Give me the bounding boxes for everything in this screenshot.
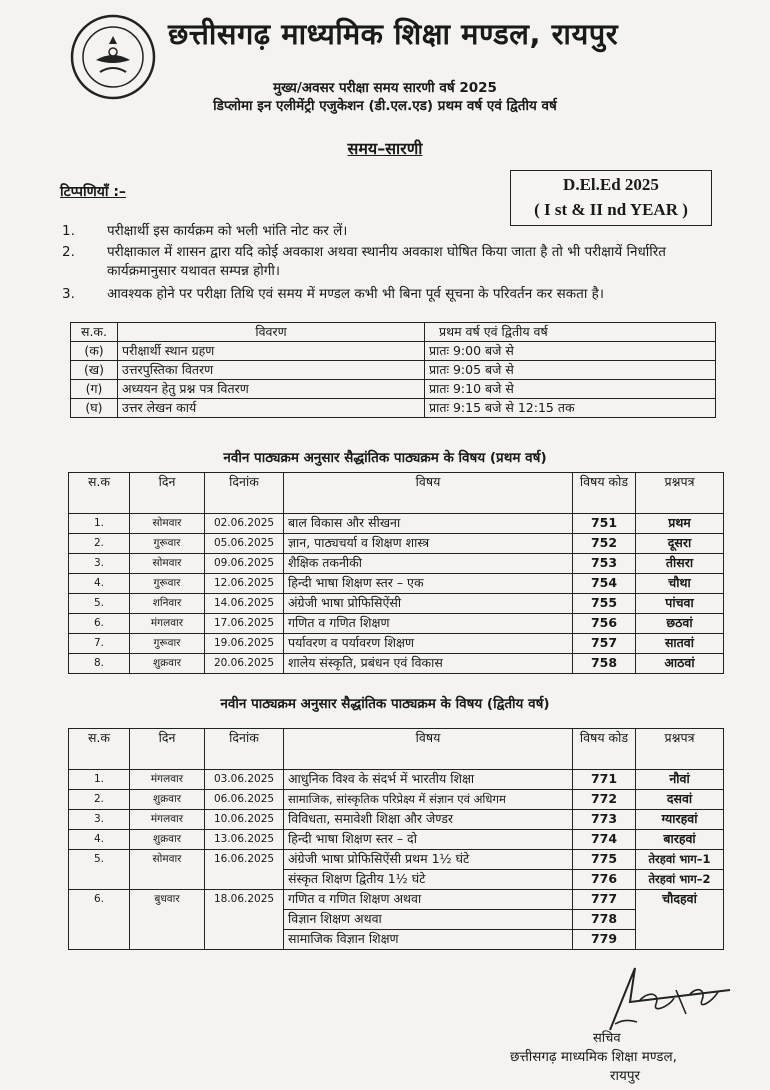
paper-cell: तेरहवां भाग–1 [636, 850, 724, 870]
subject-cell: आधुनिक विश्व के संदर्भ में भारतीय शिक्षा [284, 770, 573, 790]
serial-cell: 1. [69, 514, 130, 534]
notes-heading: टिप्पणियाँ :– [60, 184, 126, 200]
second-year-table [68, 728, 724, 950]
serial-cell: 6. [69, 890, 130, 950]
table-row [69, 614, 724, 634]
note-text: परीक्षार्थी इस कार्यक्रम को भली भांति नोट कर लें। [107, 223, 348, 239]
note-text: आवश्यक होने पर परीक्षा तिथि एवं समय में मण्डल कभी भी बिना पूर्व सूचना के परिवर्तन कर सकता है। [107, 286, 604, 302]
column-header: दिनांक [205, 473, 284, 514]
board-title: छत्तीसगढ़ माध्यमिक शिक्षा मण्डल, रायपुर [168, 17, 619, 51]
day-cell: शुक्रवार [130, 790, 205, 810]
subject-cell: ज्ञान, पाठ्यचर्या व शिक्षण शास्त्र [284, 534, 573, 554]
day-cell: गुरूवार [130, 534, 205, 554]
paper-cell: ग्यारहवां [636, 810, 724, 830]
date-cell: 17.06.2025 [205, 614, 284, 634]
column-header: स.क. [71, 323, 118, 342]
subject-cell: विविधता, समावेशी शिक्षा और जेण्डर [284, 810, 573, 830]
time-cell: प्रातः 9:15 बजे से 12:15 तक [425, 399, 716, 418]
subject-code-cell: 755 [573, 594, 636, 614]
subject-code-cell: 751 [573, 514, 636, 534]
serial-cell: 2. [69, 790, 130, 810]
subject-cell: संस्कृत शिक्षण द्वितीय 1½ घंटे [284, 870, 573, 890]
column-header: दिनांक [205, 729, 284, 770]
subject-code-cell: 771 [573, 770, 636, 790]
paper-cell: चौदहवां [636, 890, 724, 950]
serial-cell: 2. [69, 534, 130, 554]
deled-year-box [510, 170, 712, 226]
serial-cell: (घ) [71, 399, 118, 418]
column-header: प्रश्नपत्र [636, 473, 724, 514]
second-year-heading: नवीन पाठ्यक्रम अनुसार सैद्धांतिक पाठ्यक्रम के विषय (द्वितीय वर्ष) [220, 696, 550, 712]
table-header-row [69, 473, 724, 514]
subject-cell: बाल विकास और सीखना [284, 514, 573, 534]
serial-cell: (ग) [71, 380, 118, 399]
subject-code-cell: 777 [573, 890, 636, 910]
date-cell: 16.06.2025 [205, 850, 284, 890]
table-row [69, 850, 724, 870]
table-row [69, 810, 724, 830]
first-year-heading: नवीन पाठ्यक्रम अनुसार सैद्धांतिक पाठ्यक्रम के विषय (प्रथम वर्ष) [223, 450, 547, 466]
serial-cell: 6. [69, 614, 130, 634]
column-header: प्रश्नपत्र [636, 729, 724, 770]
table-row [69, 554, 724, 574]
day-cell: मंगलवार [130, 770, 205, 790]
paper-cell: तेरहवां भाग–2 [636, 870, 724, 890]
date-cell: 13.06.2025 [205, 830, 284, 850]
subject-cell: गणित व गणित शिक्षण [284, 614, 573, 634]
subject-code-cell: 752 [573, 534, 636, 554]
serial-cell: 8. [69, 654, 130, 674]
table-row [71, 380, 716, 399]
serial-cell: 4. [69, 830, 130, 850]
column-header: विषय कोड [573, 473, 636, 514]
serial-cell: 4. [69, 574, 130, 594]
first-year-table [68, 472, 724, 674]
column-header: स.क [69, 729, 130, 770]
column-header: दिन [130, 473, 205, 514]
deled-box-line2: ( I st & II nd YEAR ) [534, 200, 688, 219]
table-row [69, 770, 724, 790]
date-cell: 19.06.2025 [205, 634, 284, 654]
subject-cell: गणित व गणित शिक्षण अथवा [284, 890, 573, 910]
day-cell: मंगलवार [130, 614, 205, 634]
subject-code-cell: 779 [573, 930, 636, 950]
paper-cell: प्रथम [636, 514, 724, 534]
subject-code-cell: 756 [573, 614, 636, 634]
date-cell: 05.06.2025 [205, 534, 284, 554]
day-cell: सोमवार [130, 554, 205, 574]
paper-cell: पांचवा [636, 594, 724, 614]
course-subtitle: डिप्लोमा इन एलीमेंट्री एजुकेशन (डी.एल.एड) प्रथम वर्ष एवं द्वितीय वर्ष [213, 98, 557, 114]
subject-cell: शालेय संस्कृति, प्रबंधन एवं विकास [284, 654, 573, 674]
day-cell: शुक्रवार [130, 830, 205, 850]
note-number: 3. [62, 286, 75, 302]
table-row [71, 399, 716, 418]
subject-code-cell: 757 [573, 634, 636, 654]
description-cell: अध्ययन हेतु प्रश्न पत्र वितरण [118, 380, 425, 399]
column-header: विषय कोड [573, 729, 636, 770]
serial-cell: 5. [69, 850, 130, 890]
day-cell: शुक्रवार [130, 654, 205, 674]
subject-code-cell: 773 [573, 810, 636, 830]
paper-cell: बारहवां [636, 830, 724, 850]
description-cell: उत्तरपुस्तिका वितरण [118, 361, 425, 380]
paper-cell: दूसरा [636, 534, 724, 554]
table-row [71, 361, 716, 380]
subject-cell: हिन्दी भाषा शिक्षण स्तर – दो [284, 830, 573, 850]
table-row [69, 534, 724, 554]
column-header: दिन [130, 729, 205, 770]
date-cell: 09.06.2025 [205, 554, 284, 574]
time-cell: प्रातः 9:00 बजे से [425, 342, 716, 361]
subject-code-cell: 753 [573, 554, 636, 574]
paper-cell: चौथा [636, 574, 724, 594]
date-cell: 12.06.2025 [205, 574, 284, 594]
date-cell: 03.06.2025 [205, 770, 284, 790]
subject-code-cell: 772 [573, 790, 636, 810]
table-row [69, 830, 724, 850]
serial-cell: (ख) [71, 361, 118, 380]
table-row [69, 514, 724, 534]
table-row [69, 654, 724, 674]
time-cell: प्रातः 9:10 बजे से [425, 380, 716, 399]
column-header: विषय [284, 473, 573, 514]
day-cell: सोमवार [130, 514, 205, 534]
subject-cell: शैक्षिक तकनीकी [284, 554, 573, 574]
subject-code-cell: 774 [573, 830, 636, 850]
paper-cell: तीसरा [636, 554, 724, 574]
subject-cell: हिन्दी भाषा शिक्षण स्तर – एक [284, 574, 573, 594]
paper-cell: सातवां [636, 634, 724, 654]
table-row [69, 890, 724, 910]
date-cell: 18.06.2025 [205, 890, 284, 950]
subject-code-cell: 778 [573, 910, 636, 930]
serial-cell: 3. [69, 554, 130, 574]
paper-cell: दसवां [636, 790, 724, 810]
signatory-city: रायपुर [610, 1068, 641, 1084]
subject-cell: सामाजिक विज्ञान शिक्षण [284, 930, 573, 950]
day-cell: मंगलवार [130, 810, 205, 830]
date-cell: 06.06.2025 [205, 790, 284, 810]
signatory-organization: छत्तीसगढ़ माध्यमिक शिक्षा मण्डल, [510, 1049, 677, 1065]
note-number: 1. [62, 223, 75, 239]
day-cell: गुरूवार [130, 634, 205, 654]
subject-cell: सामाजिक, सांस्कृतिक परिप्रेक्ष्य में संज्ञान एवं अधिगम [284, 790, 573, 810]
day-cell: शनिवार [130, 594, 205, 614]
day-cell: गुरूवार [130, 574, 205, 594]
column-header: स.क [69, 473, 130, 514]
description-cell: उत्तर लेखन कार्य [118, 399, 425, 418]
date-cell: 02.06.2025 [205, 514, 284, 534]
serial-cell: 1. [69, 770, 130, 790]
table-row [69, 574, 724, 594]
paper-cell: छठवां [636, 614, 724, 634]
column-header: विषय [284, 729, 573, 770]
subject-cell: अंग्रेजी भाषा प्रोफिसिऐंसी [284, 594, 573, 614]
paper-cell: नौवां [636, 770, 724, 790]
date-cell: 14.06.2025 [205, 594, 284, 614]
subject-code-cell: 758 [573, 654, 636, 674]
exam-schedule-subtitle: मुख्य/अवसर परीक्षा समय सारणी वर्ष 2025 [273, 80, 497, 96]
table-row [71, 342, 716, 361]
table-header-row [71, 323, 716, 342]
date-cell: 10.06.2025 [205, 810, 284, 830]
day-cell: सोमवार [130, 850, 205, 890]
exam-timing-table [70, 322, 716, 418]
deled-box-line1: D.El.Ed 2025 [563, 175, 659, 194]
date-cell: 20.06.2025 [205, 654, 284, 674]
serial-cell: (क) [71, 342, 118, 361]
subject-code-cell: 754 [573, 574, 636, 594]
serial-cell: 5. [69, 594, 130, 614]
day-cell: बुधवार [130, 890, 205, 950]
note-text: परीक्षाकाल में शासन द्वारा यदि कोई अवकाश अथवा स्थानीय अवकाश घोषित किया जाता है तो भी परीक्षायें निर्धारित कार्यक्रमानुसार यथावत सम्पन्न होगी। [107, 244, 666, 279]
table-row [69, 594, 724, 614]
note-number: 2. [62, 244, 75, 260]
signatory-title: सचिव [593, 1031, 621, 1046]
subject-cell: विज्ञान शिक्षण अथवा [284, 910, 573, 930]
subject-cell: अंग्रेजी भाषा प्रोफिसिऐंसी प्रथम 1½ घंटे [284, 850, 573, 870]
subject-code-cell: 776 [573, 870, 636, 890]
table-row [69, 790, 724, 810]
paper-cell: आठवां [636, 654, 724, 674]
column-header: प्रथम वर्ष एवं द्वितीय वर्ष [425, 323, 716, 342]
subject-cell: पर्यावरण व पर्यावरण शिक्षण [284, 634, 573, 654]
table-row [69, 634, 724, 654]
subject-code-cell: 775 [573, 850, 636, 870]
serial-cell: 3. [69, 810, 130, 830]
serial-cell: 7. [69, 634, 130, 654]
table-header-row [69, 729, 724, 770]
column-header: विवरण [118, 323, 425, 342]
schedule-heading: समय–सारणी [347, 139, 423, 158]
description-cell: परीक्षार्थी स्थान ग्रहण [118, 342, 425, 361]
time-cell: प्रातः 9:05 बजे से [425, 361, 716, 380]
